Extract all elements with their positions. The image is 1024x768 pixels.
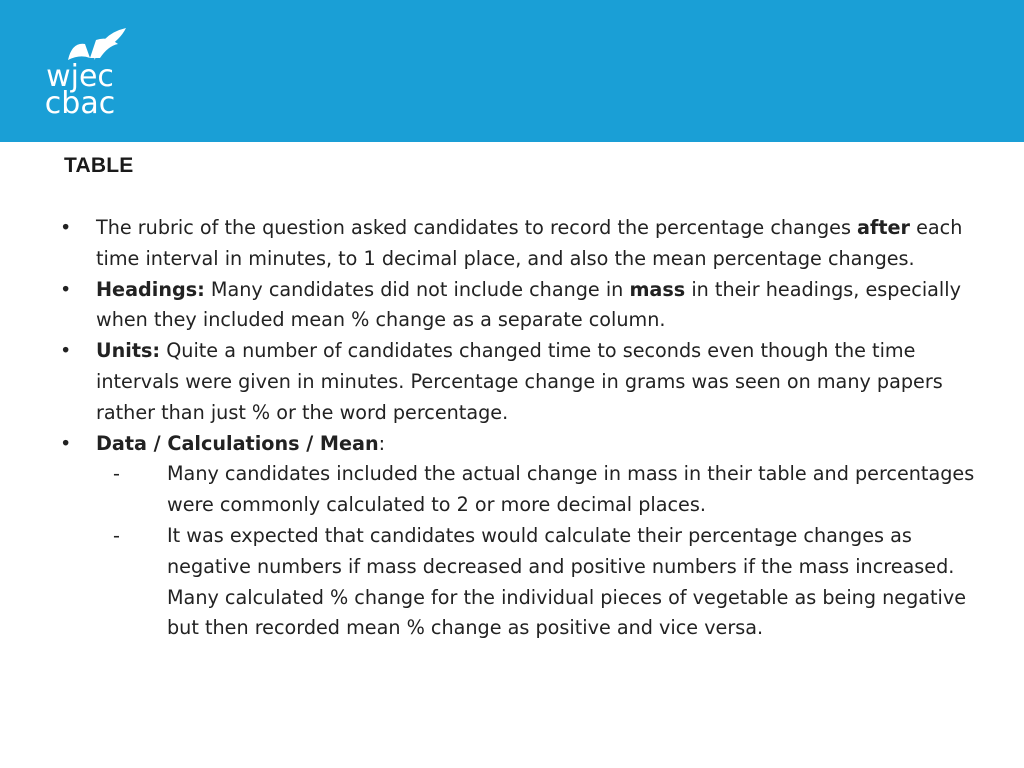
bullet-item-data (58, 429, 978, 645)
bullet-text: Many candidates did not include change in (204, 277, 630, 301)
bullet-bold: mass (629, 277, 686, 301)
sub-list (96, 459, 978, 644)
bullet-item-headings (58, 275, 978, 337)
header-band (0, 0, 1024, 142)
sub-item-text: It was expected that candidates would calculate their percentage changes as negative numbers if mass decreased and positive numbers if the mass increased. Many calculated % change for the individual pieces of vegetable as being negative but then recorded mean % change as positive and vice versa. (167, 523, 967, 640)
sub-item-text: Many candidates included the actual change in mass in their table and percentages were commonly calculated to 2 or more decimal places. (167, 462, 975, 517)
bullet-list (58, 213, 978, 644)
dash-marker: - (113, 523, 120, 547)
bullet-text: in their headings, especially when they included mean % change as a separate column. (96, 277, 961, 332)
logo-text-cbac: cbac (44, 86, 116, 120)
bullet-text: : (378, 431, 386, 455)
logo-text-wjec: wjec (46, 59, 114, 94)
bullet-label: Data / Calculations / Mean (96, 431, 379, 455)
bullet-text: each time interval in minutes, to 1 decimal place, and also the mean percentage changes. (96, 216, 963, 270)
bullet-dot: • (60, 339, 72, 363)
open-book-icon (68, 28, 126, 60)
wjec-cbac-logo (30, 20, 130, 120)
bullet-dot: • (60, 431, 72, 455)
bullet-dot: • (60, 277, 72, 301)
bullet-label: Units: (96, 339, 161, 363)
sub-item (96, 459, 978, 521)
bullet-bold: after (857, 216, 910, 239)
sub-item (96, 521, 978, 644)
bullet-dot: • (60, 216, 72, 239)
bullet-text: Quite a number of candidates changed time to seconds even though the time intervals were given in minutes. Percentage change in grams was seen on many papers rather than just % or the word percentage. (96, 339, 943, 424)
bullet-item-rubric (58, 213, 978, 275)
bullet-item-units (58, 336, 978, 428)
section-title: TABLE (64, 154, 134, 177)
bullet-text: The rubric of the question asked candidates to record the percentage changes (96, 216, 858, 239)
bullet-label: Headings: (96, 277, 205, 301)
dash-marker: - (113, 462, 120, 486)
